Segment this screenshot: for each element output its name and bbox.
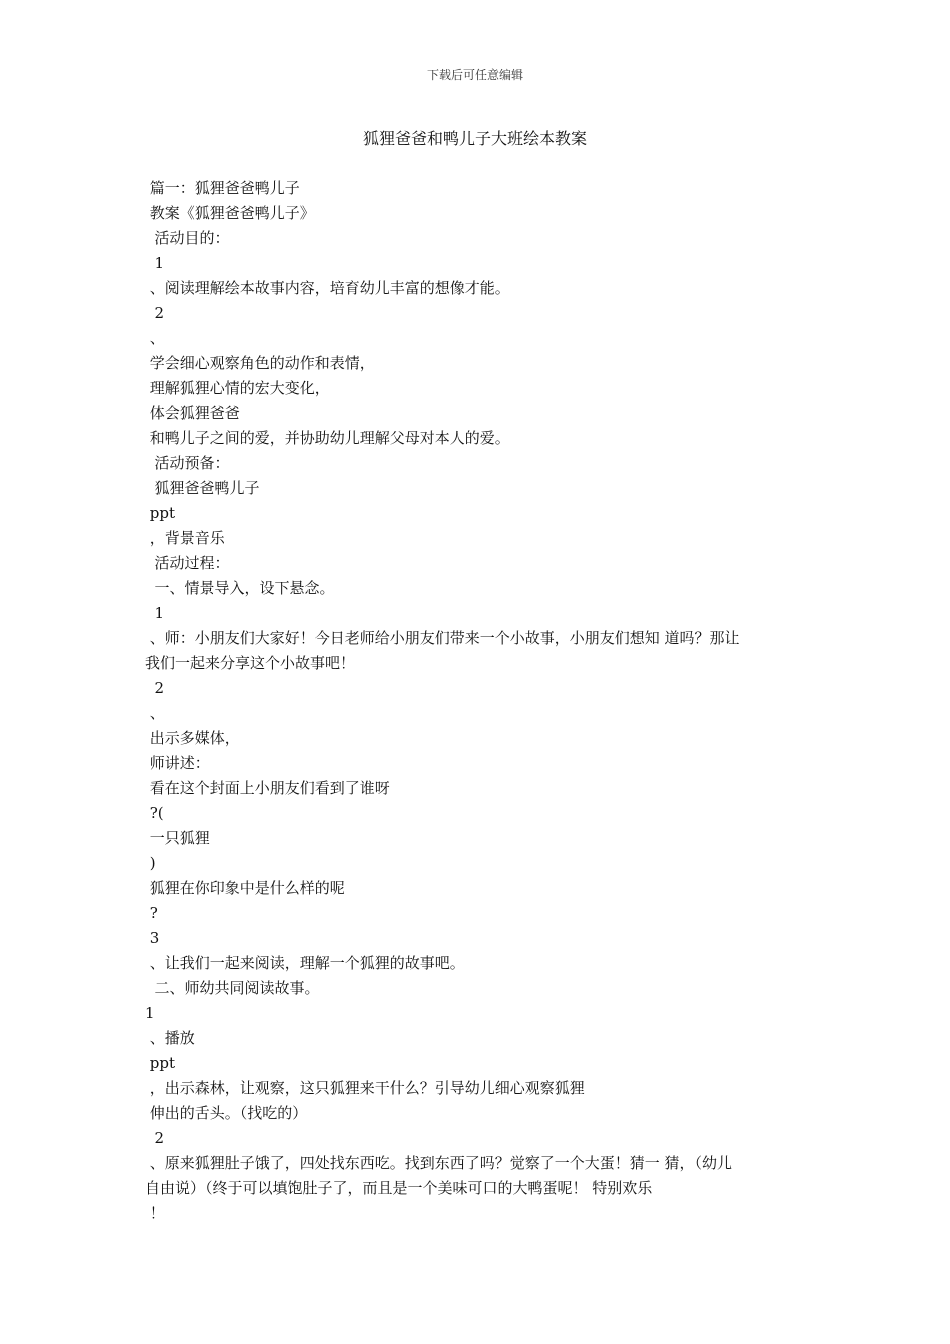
text-line: ！: [145, 1204, 165, 1222]
text-line: 理解狐狸心情的宏大变化，: [145, 379, 330, 397]
text-line: 3: [145, 929, 160, 947]
text-line: 1: [145, 1004, 155, 1022]
text-line: 伸出的舌头。（找吃的）: [145, 1104, 308, 1122]
text-line: 学会细心观察角色的动作和表情，: [145, 354, 375, 372]
text-line: 篇一：狐狸爸爸鸭儿子: [145, 179, 300, 197]
text-line: 、: [145, 329, 165, 347]
text-line: 狐狸在你印象中是什么样的呢: [145, 879, 345, 897]
text-line: 1: [145, 604, 165, 622]
document-title: 狐狸爸爸和鸭儿子大班绘本教案: [362, 129, 587, 148]
text-line: 师讲述：: [145, 754, 210, 772]
document-body: [145, 176, 817, 1226]
text-line: ?: [145, 904, 158, 922]
text-line: 一只狐狸: [145, 829, 210, 847]
text-line: 1: [145, 254, 165, 272]
text-line: 和鸭儿子之间的爱，并协助幼儿理解父母对本人的爱。: [145, 429, 510, 447]
text-line: ?(: [145, 804, 164, 822]
text-line: ): [145, 854, 156, 872]
text-line: 二、师幼共同阅读故事。: [145, 979, 320, 997]
text-line: 、阅读理解绘本故事内容，培育幼儿丰富的想像才能。: [145, 279, 510, 297]
text-line: 活动预备：: [145, 454, 230, 472]
text-line: 2: [145, 1129, 165, 1147]
text-line: 、: [145, 704, 165, 722]
text-line: 我们一起来分享这个小故事吧！: [145, 654, 356, 672]
text-line: 教案《狐狸爸爸鸭儿子》: [145, 204, 315, 222]
text-line: 看在这个封面上小朋友们看到了谁呀: [145, 779, 390, 797]
header-note: 下载后可任意编辑: [426, 68, 523, 82]
text-line: 一、情景导入，设下悬念。: [145, 579, 335, 597]
text-line: 活动过程：: [145, 554, 230, 572]
text-line: 、师：小朋友们大家好！今日老师给小朋友们带来一个小故事，小朋友们想知 道吗？那让: [145, 629, 740, 647]
text-line: 2: [145, 679, 165, 697]
text-line: 体会狐狸爸爸: [145, 404, 240, 422]
text-line: ppt: [145, 1054, 175, 1072]
text-line: 、让我们一起来阅读，理解一个狐狸的故事吧。: [145, 954, 465, 972]
text-line: ，出示森林，让观察，这只狐狸来干什么？引导幼儿细心观察狐狸: [145, 1079, 585, 1097]
text-line: 狐狸爸爸鸭儿子: [145, 479, 260, 497]
text-line: ，背景音乐: [145, 529, 225, 547]
text-line: 、原来狐狸肚子饿了，四处找东西吃。找到东西了吗？觉察了一个大蛋！猜一 猜，（幼儿: [145, 1154, 733, 1172]
text-line: 活动目的：: [145, 229, 230, 247]
text-line: 出示多媒体，: [145, 729, 240, 747]
text-line: 、播放: [145, 1029, 195, 1047]
text-line: 自由说）（终于可以填饱肚子了，而且是一个美味可口的大鸭蛋呢！ 特别欢乐: [145, 1179, 653, 1197]
text-line: ppt: [145, 504, 175, 522]
text-line: 2: [145, 304, 165, 322]
